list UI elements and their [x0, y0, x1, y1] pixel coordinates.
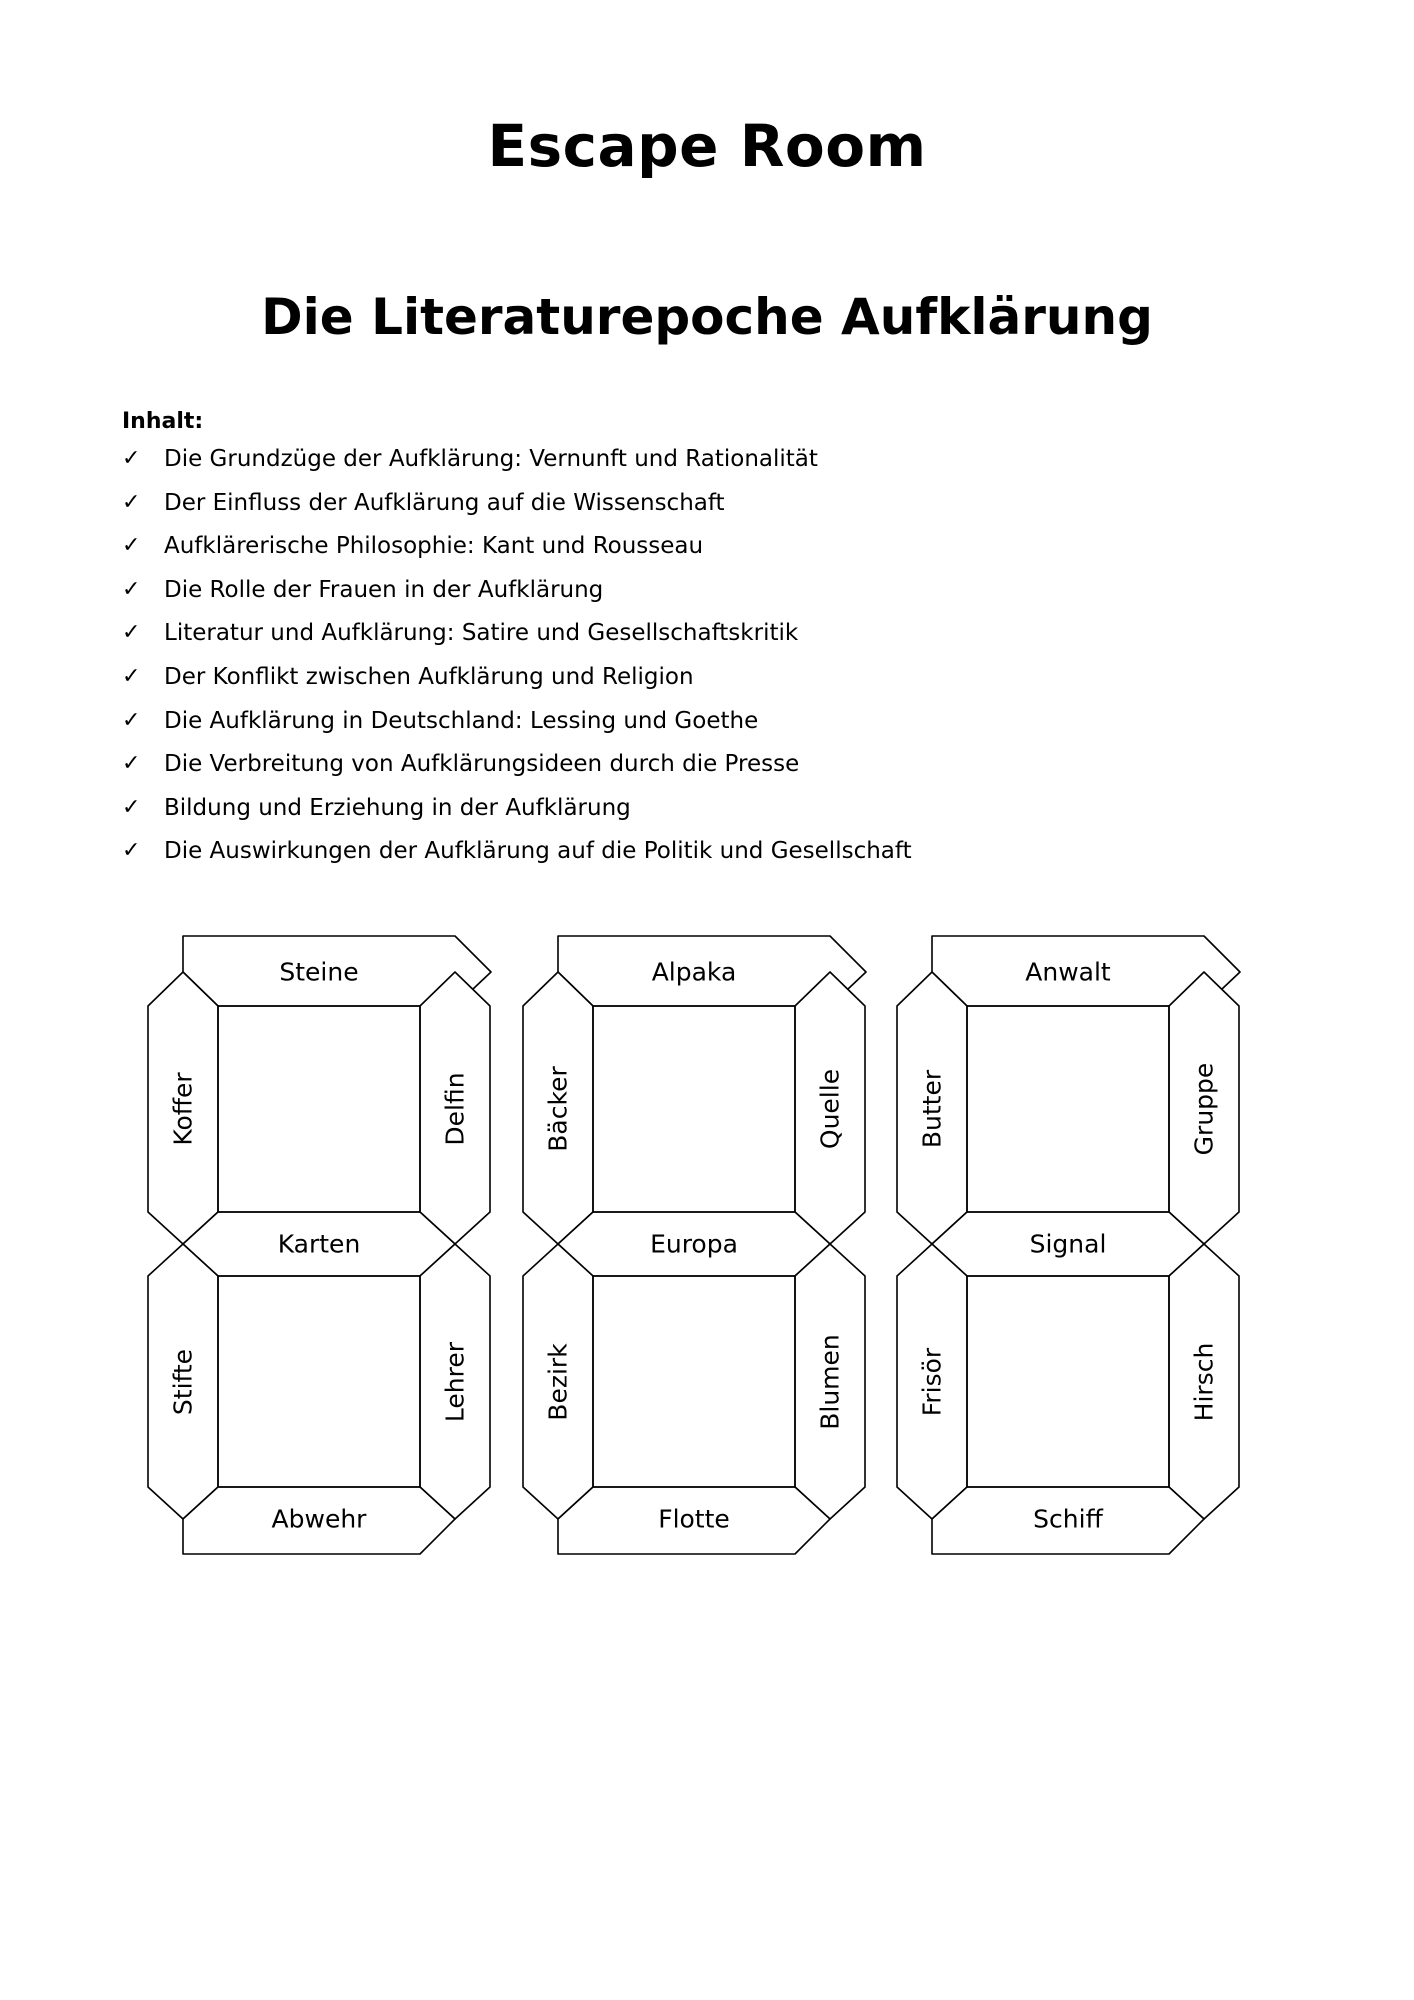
inner-box-upper [967, 1006, 1169, 1212]
inner-box-upper [218, 1006, 420, 1212]
topic-item-label: Die Verbreitung von Aufklärungsideen durch die Presse [164, 751, 800, 778]
segment-label-upper-right: Quelle [815, 1068, 845, 1150]
topic-item-label: Der Konflikt zwischen Aufklärung und Religion [164, 663, 694, 690]
segment-label-top: Alpaka [651, 957, 737, 987]
segment-label-upper-right: Delfin [440, 1072, 470, 1146]
topic-item-label: Bildung und Erziehung in der Aufklärung [164, 794, 631, 821]
checkmark-icon: ✓ [122, 576, 141, 602]
page-subtitle: Die Literaturepoche Aufklärung [261, 288, 1153, 346]
segment-label-top: Anwalt [1025, 957, 1111, 987]
checkmark-icon: ✓ [122, 838, 141, 864]
checkmark-icon: ✓ [122, 794, 141, 820]
segment-label-lower-right: Hirsch [1189, 1342, 1219, 1422]
checkmark-icon: ✓ [122, 663, 141, 689]
checkmark-icon: ✓ [122, 489, 141, 515]
page-title: Escape Room [487, 112, 927, 180]
segment-label-lower-right: Blumen [815, 1334, 845, 1430]
segment-label-lower-right: Lehrer [440, 1341, 470, 1423]
checkmark-icon: ✓ [122, 751, 141, 777]
segment-label-lower-left: Frisör [917, 1347, 947, 1417]
inner-box-lower [593, 1276, 795, 1487]
topic-item-label: Die Aufklärung in Deutschland: Lessing und Goethe [164, 707, 759, 734]
checkmark-icon: ✓ [122, 707, 141, 733]
inner-box-lower [218, 1276, 420, 1487]
topic-item-label: Literatur und Aufklärung: Satire und Gesellschaftskritik [164, 620, 799, 647]
segment-label-bottom: Schiff [1033, 1504, 1103, 1534]
topic-item-label: Die Grundzüge der Aufklärung: Vernunft und Rationalität [164, 446, 818, 472]
content-heading: Inhalt: [122, 409, 204, 434]
checkmark-icon: ✓ [122, 620, 141, 646]
topic-item-label: Die Rolle der Frauen in der Aufklärung [164, 576, 604, 603]
segment-label-bottom: Abwehr [271, 1504, 367, 1534]
segment-label-upper-left: Butter [917, 1069, 947, 1149]
checkmark-icon: ✓ [122, 533, 141, 559]
segment-label-top: Steine [279, 957, 359, 987]
checkmark-icon: ✓ [122, 446, 141, 471]
topic-item-label: Der Einfluss der Aufklärung auf die Wissenschaft [164, 489, 725, 516]
segment-label-upper-right: Gruppe [1189, 1062, 1219, 1156]
segment-label-middle: Signal [1029, 1229, 1107, 1259]
inner-box-upper [593, 1006, 795, 1212]
segment-label-lower-left: Stifte [168, 1348, 198, 1416]
segment-label-upper-left: Koffer [168, 1072, 198, 1146]
segment-label-lower-left: Bezirk [543, 1343, 573, 1421]
topic-item-label: Aufklärerische Philosophie: Kant und Rousseau [164, 533, 704, 560]
segment-label-bottom: Flotte [658, 1504, 730, 1534]
topic-item-label: Die Auswirkungen der Aufklärung auf die Politik und Gesellschaft [164, 838, 912, 865]
segment-label-middle: Karten [277, 1229, 361, 1259]
segment-label-middle: Europa [650, 1229, 738, 1259]
segment-label-upper-left: Bäcker [543, 1066, 573, 1152]
inner-box-lower [967, 1276, 1169, 1487]
